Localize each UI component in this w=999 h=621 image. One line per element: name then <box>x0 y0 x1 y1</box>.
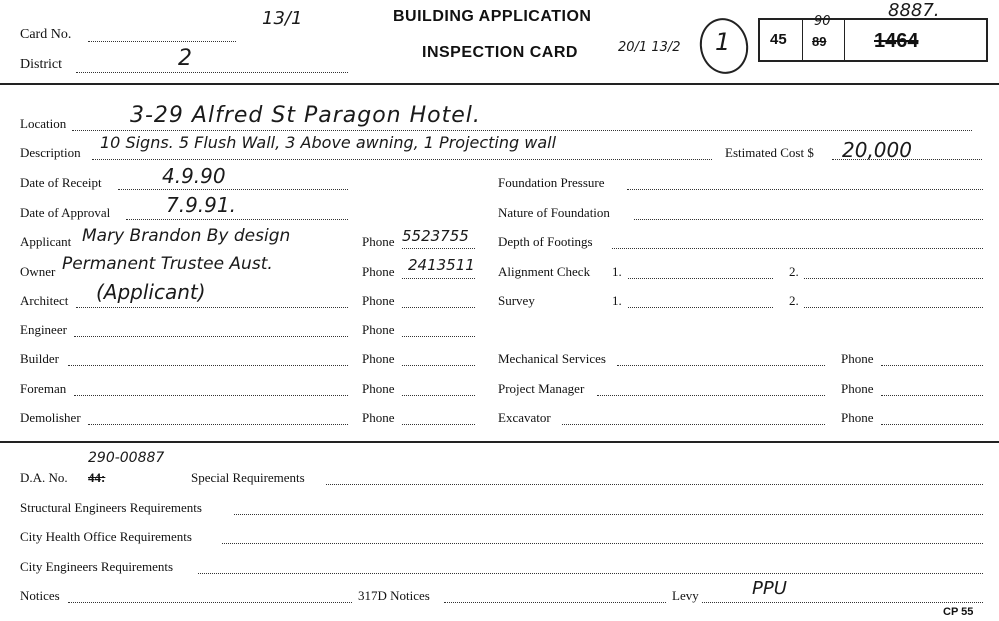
levy-value: PPU <box>752 578 787 599</box>
estimated-cost-label: Estimated Cost $ <box>725 145 814 160</box>
architect-value: (Applicant) <box>96 280 206 304</box>
estimated-cost-value: 20,000 <box>842 138 912 162</box>
owner-phone-value: 2413511 <box>408 256 475 274</box>
alignment-check-label: Alignment Check <box>498 264 591 279</box>
applicant-phone-line <box>402 248 475 249</box>
applicant-phone-label: Phone <box>362 234 395 249</box>
notices-label: Notices <box>20 588 60 603</box>
applicant-label: Applicant <box>20 234 72 249</box>
da-no-value: 290-00887 <box>88 450 165 466</box>
architect-phone-line <box>402 307 475 308</box>
city-engineers-label: City Engineers Requirements <box>20 559 174 574</box>
health-line <box>222 543 983 544</box>
receipt-line <box>118 189 348 190</box>
builder-phone-line <box>402 365 475 366</box>
mechanical-services-line <box>617 365 825 366</box>
notices-line <box>68 602 352 603</box>
demolisher-phone-line <box>402 424 475 425</box>
approval-label: Date of Approval <box>20 205 111 220</box>
location-label: Location <box>20 116 67 131</box>
engineer-label: Engineer <box>20 322 67 337</box>
survey-2: 2. <box>789 293 799 308</box>
card-no-value: 13/1 <box>262 8 303 29</box>
alignment-check-2: 2. <box>789 264 799 279</box>
foreman-phone-line <box>402 395 475 396</box>
architect-phone-label: Phone <box>362 293 395 308</box>
box-cell-2-old: 89 <box>812 34 827 49</box>
foreman-label: Foreman <box>20 381 67 396</box>
alignment-check-1: 1. <box>612 264 622 279</box>
structural-line <box>234 514 983 515</box>
location-line <box>72 130 972 131</box>
survey-1-line <box>628 307 773 308</box>
builder-line <box>68 365 348 366</box>
form-title-line1: BUILDING APPLICATION <box>393 8 592 25</box>
middle-divider <box>0 441 999 443</box>
excavator-line <box>562 424 825 425</box>
project-manager-line <box>597 395 825 396</box>
applicant-value: Mary Brandon By design <box>82 226 291 246</box>
box-cell-3-old: 1464 <box>874 30 919 52</box>
owner-label: Owner <box>20 264 56 279</box>
architect-line <box>76 307 348 308</box>
foundation-pressure-line <box>627 189 983 190</box>
district-label: District <box>20 57 62 72</box>
depth-of-footings-line <box>612 248 983 249</box>
receipt-label: Date of Receipt <box>20 175 102 190</box>
approval-line <box>126 219 348 220</box>
excavator-phone-line <box>881 424 983 425</box>
mechanical-phone-line <box>881 365 983 366</box>
form-title-line2: INSPECTION CARD <box>422 44 578 61</box>
da-no-label: D.A. No. <box>20 470 68 485</box>
builder-label: Builder <box>20 351 59 366</box>
health-label: City Health Office Requirements <box>20 529 192 544</box>
alignment-check-2-line <box>804 278 983 279</box>
owner-phone-label: Phone <box>362 264 395 279</box>
description-label: Description <box>20 145 81 160</box>
alignment-check-1-line <box>628 278 773 279</box>
survey-1: 1. <box>612 293 622 308</box>
location-value: 3-29 Alfred St Paragon Hotel. <box>130 103 481 128</box>
project-manager-phone-line <box>881 395 983 396</box>
engineer-phone-label: Phone <box>362 322 395 337</box>
mechanical-phone-label: Phone <box>841 351 874 366</box>
foreman-phone-label: Phone <box>362 381 395 396</box>
nature-of-foundation-line <box>634 219 983 220</box>
card-no-label: Card No. <box>20 27 72 42</box>
applicant-phone-value: 5523755 <box>402 227 469 245</box>
receipt-value: 4.9.90 <box>162 164 226 188</box>
survey-2-line <box>804 307 983 308</box>
owner-phone-line <box>402 278 475 279</box>
city-engineers-line <box>198 573 983 574</box>
demolisher-line <box>88 424 348 425</box>
project-manager-phone-label: Phone <box>841 381 874 396</box>
notices-317d-label: 317D Notices <box>358 588 430 603</box>
demolisher-phone-label: Phone <box>362 410 395 425</box>
notices-317d-line <box>444 602 666 603</box>
card-number-box <box>758 14 988 62</box>
levy-line <box>702 602 983 603</box>
district-line <box>76 72 348 73</box>
project-manager-label: Project Manager <box>498 381 585 396</box>
special-requirements-line <box>326 484 983 485</box>
handwritten-date: 20/1 13/2 <box>618 40 681 55</box>
form-code: CP 55 <box>943 606 974 618</box>
box-cell-1: 45 <box>770 31 787 48</box>
nature-of-foundation-label: Nature of Foundation <box>498 205 610 220</box>
header-divider <box>0 83 999 85</box>
survey-label: Survey <box>498 293 535 308</box>
special-requirements-label: Special Requirements <box>191 470 305 485</box>
box-cell-3-new: 8887. <box>888 0 940 21</box>
description-line <box>92 159 712 160</box>
da-no-old: 44: <box>88 470 106 485</box>
levy-label: Levy <box>672 588 699 603</box>
excavator-label: Excavator <box>498 410 551 425</box>
depth-of-footings-label: Depth of Footings <box>498 234 593 249</box>
excavator-phone-label: Phone <box>841 410 874 425</box>
circled-number: 1 <box>715 28 731 56</box>
foreman-line <box>74 395 348 396</box>
box-cell-2-new: 90 <box>814 14 831 29</box>
engineer-line <box>74 336 348 337</box>
builder-phone-label: Phone <box>362 351 395 366</box>
demolisher-label: Demolisher <box>20 410 81 425</box>
engineer-phone-line <box>402 336 475 337</box>
owner-value: Permanent Trustee Aust. <box>62 254 273 274</box>
description-value: 10 Signs. 5 Flush Wall, 3 Above awning, 1 Projecting wall <box>100 133 557 152</box>
mechanical-services-label: Mechanical Services <box>498 351 606 366</box>
structural-label: Structural Engineers Requirements <box>20 500 202 515</box>
approval-value: 7.9.91. <box>166 193 236 217</box>
foundation-pressure-label: Foundation Pressure <box>498 175 605 190</box>
district-value: 2 <box>178 46 192 71</box>
architect-label: Architect <box>20 293 69 308</box>
card-no-line <box>88 41 236 42</box>
